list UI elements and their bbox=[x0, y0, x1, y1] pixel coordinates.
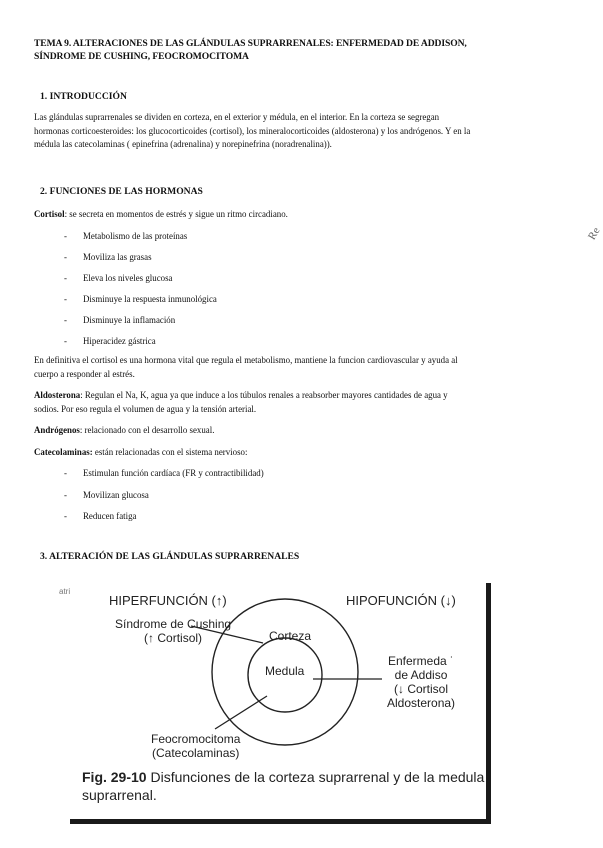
figure-caption bbox=[82, 768, 484, 804]
aldosterona-paragraph bbox=[34, 389, 448, 416]
hiperfuncion-label: HIPERFUNCIÓN (↑) bbox=[109, 593, 227, 608]
hipofuncion-label: HIPOFUNCIÓN (↓) bbox=[346, 593, 456, 608]
catecolaminas-item-3: Reducen fatiga bbox=[83, 511, 137, 521]
figure-border-bottom bbox=[70, 819, 491, 824]
figure-corner-mark: atri bbox=[59, 587, 71, 596]
list-item bbox=[0, 511, 600, 525]
section-1-heading: 1. INTRODUCCIÓN bbox=[40, 91, 127, 102]
bullet-dash: - bbox=[64, 336, 67, 346]
bullet-dash: - bbox=[64, 231, 67, 241]
list-item bbox=[0, 336, 600, 350]
medula-label: Medula bbox=[265, 664, 305, 678]
feo-pointer-line bbox=[215, 696, 267, 729]
bullet-dash: - bbox=[64, 252, 67, 262]
intro-line-2: hormonas corticoesteroides: los glucocorticoides (cortisol), los mineralocorticoides (aldosterona) y los andrógenos. Y en la bbox=[34, 125, 471, 136]
catecolaminas-item-2: Movilizan glucosa bbox=[83, 490, 149, 500]
androgenos-paragraph bbox=[34, 424, 214, 438]
catecolaminas-label: Catecolaminas: bbox=[34, 447, 93, 457]
section-3-heading: 3. ALTERACIÓN DE LAS GLÁNDULAS SUPRARRENALES bbox=[40, 551, 300, 562]
caption-line-2: suprarrenal. bbox=[82, 787, 157, 803]
catecolaminas-item-1: Estimulan función cardíaca (FR y contractibilidad) bbox=[83, 468, 264, 478]
cortisol-label: Cortisol bbox=[34, 209, 65, 219]
list-item bbox=[0, 490, 600, 504]
cortisol-item-5: Disminuye la inflamación bbox=[83, 315, 176, 325]
bullet-dash: - bbox=[64, 511, 67, 521]
list-item bbox=[0, 252, 600, 266]
list-item bbox=[0, 231, 600, 245]
feocromocitoma-label bbox=[151, 732, 240, 760]
cortisol-item-3: Eleva los niveles glucosa bbox=[83, 273, 173, 283]
catecolaminas-paragraph bbox=[34, 446, 247, 460]
list-item bbox=[0, 315, 600, 329]
title-line-1: TEMA 9. ALTERACIONES DE LAS GLÁNDULAS SUPRARRENALES: ENFERMEDAD DE ADDISON, bbox=[34, 38, 467, 49]
list-item bbox=[0, 468, 600, 482]
androgenos-text: : relacionado con el desarrollo sexual. bbox=[79, 425, 215, 435]
bullet-dash: - bbox=[64, 315, 67, 325]
bullet-dash: - bbox=[64, 294, 67, 304]
summary-line-2: cuerpo a responder al estrés. bbox=[34, 368, 135, 379]
addison-label bbox=[387, 654, 455, 710]
cushing-line-1: Síndrome de Cushing bbox=[115, 617, 232, 631]
addison-line-3: (↓ Cortisol bbox=[394, 682, 449, 696]
androgenos-label: Andrógenos bbox=[34, 425, 80, 435]
cortisol-paragraph bbox=[34, 208, 288, 222]
bullet-dash: - bbox=[64, 468, 67, 478]
aldosterona-line-2: sodios. Por eso regula el volumen de agua y la tensión arterial. bbox=[34, 403, 257, 414]
catecolaminas-text: están relacionadas con el sistema nervioso: bbox=[92, 447, 248, 457]
title-line-2: SÍNDROME DE CUSHING, FEOCROMOCITOMA bbox=[34, 51, 249, 62]
caption-line-1: Disfunciones de la corteza suprarrenal y de la medula bbox=[146, 769, 485, 785]
cortisol-item-1: Metabolismo de las proteínas bbox=[83, 231, 188, 241]
feo-line-1: Feocromocitoma bbox=[151, 732, 241, 746]
summary-line-1: En definitiva el cortisol es una hormona vital que regula el metabolismo, mantiene la funcion cardiovascular y ayuda al bbox=[34, 355, 458, 365]
cushing-label bbox=[115, 617, 231, 645]
adrenal-diagram-figure bbox=[59, 583, 491, 824]
caption-label: Fig. 29-10 bbox=[82, 769, 147, 785]
list-item bbox=[0, 273, 600, 287]
feo-line-2: (Catecolaminas) bbox=[152, 746, 240, 760]
addison-line-2: de Addiso bbox=[394, 668, 448, 682]
cortisol-text: : se secreta en momentos de estrés y sigue un ritmo circadiano. bbox=[64, 209, 288, 219]
cortisol-summary bbox=[34, 354, 458, 381]
corteza-label: Corteza bbox=[269, 629, 312, 643]
list-item bbox=[0, 294, 600, 308]
bullet-dash: - bbox=[64, 490, 67, 500]
addison-line-1: Enfermeda ˙ bbox=[388, 654, 455, 668]
intro-paragraph bbox=[34, 111, 470, 152]
cortisol-item-4: Disminuye la respuesta inmunológica bbox=[83, 294, 217, 304]
margin-stamp: Re bbox=[586, 225, 603, 242]
intro-line-3: médula las catecolaminas ( epinefrina (adrenalina) y norepinefrina (noradrenalina)). bbox=[34, 139, 332, 149]
intro-line-1: Las glándulas suprarrenales se dividen en corteza, en el exterior y médula, en el interior. En la corteza se segregan bbox=[34, 112, 440, 122]
aldosterona-label: Aldosterona bbox=[34, 390, 81, 400]
cushing-line-2: (↑ Cortisol) bbox=[144, 631, 203, 645]
aldosterona-line-1: : Regulan el Na, K, agua ya que induce a los túbulos renales a reabsorber mayores cantidades de agua y bbox=[80, 390, 448, 400]
section-2-heading: 2. FUNCIONES DE LAS HORMONAS bbox=[40, 186, 203, 197]
addison-line-4: Aldosterona) bbox=[387, 696, 456, 710]
cortisol-item-2: Moviliza las grasas bbox=[83, 252, 152, 262]
figure-border-right bbox=[486, 583, 491, 824]
cortisol-item-6: Hiperacidez gástrica bbox=[83, 336, 156, 346]
document-title bbox=[34, 37, 467, 63]
bullet-dash: - bbox=[64, 273, 67, 283]
